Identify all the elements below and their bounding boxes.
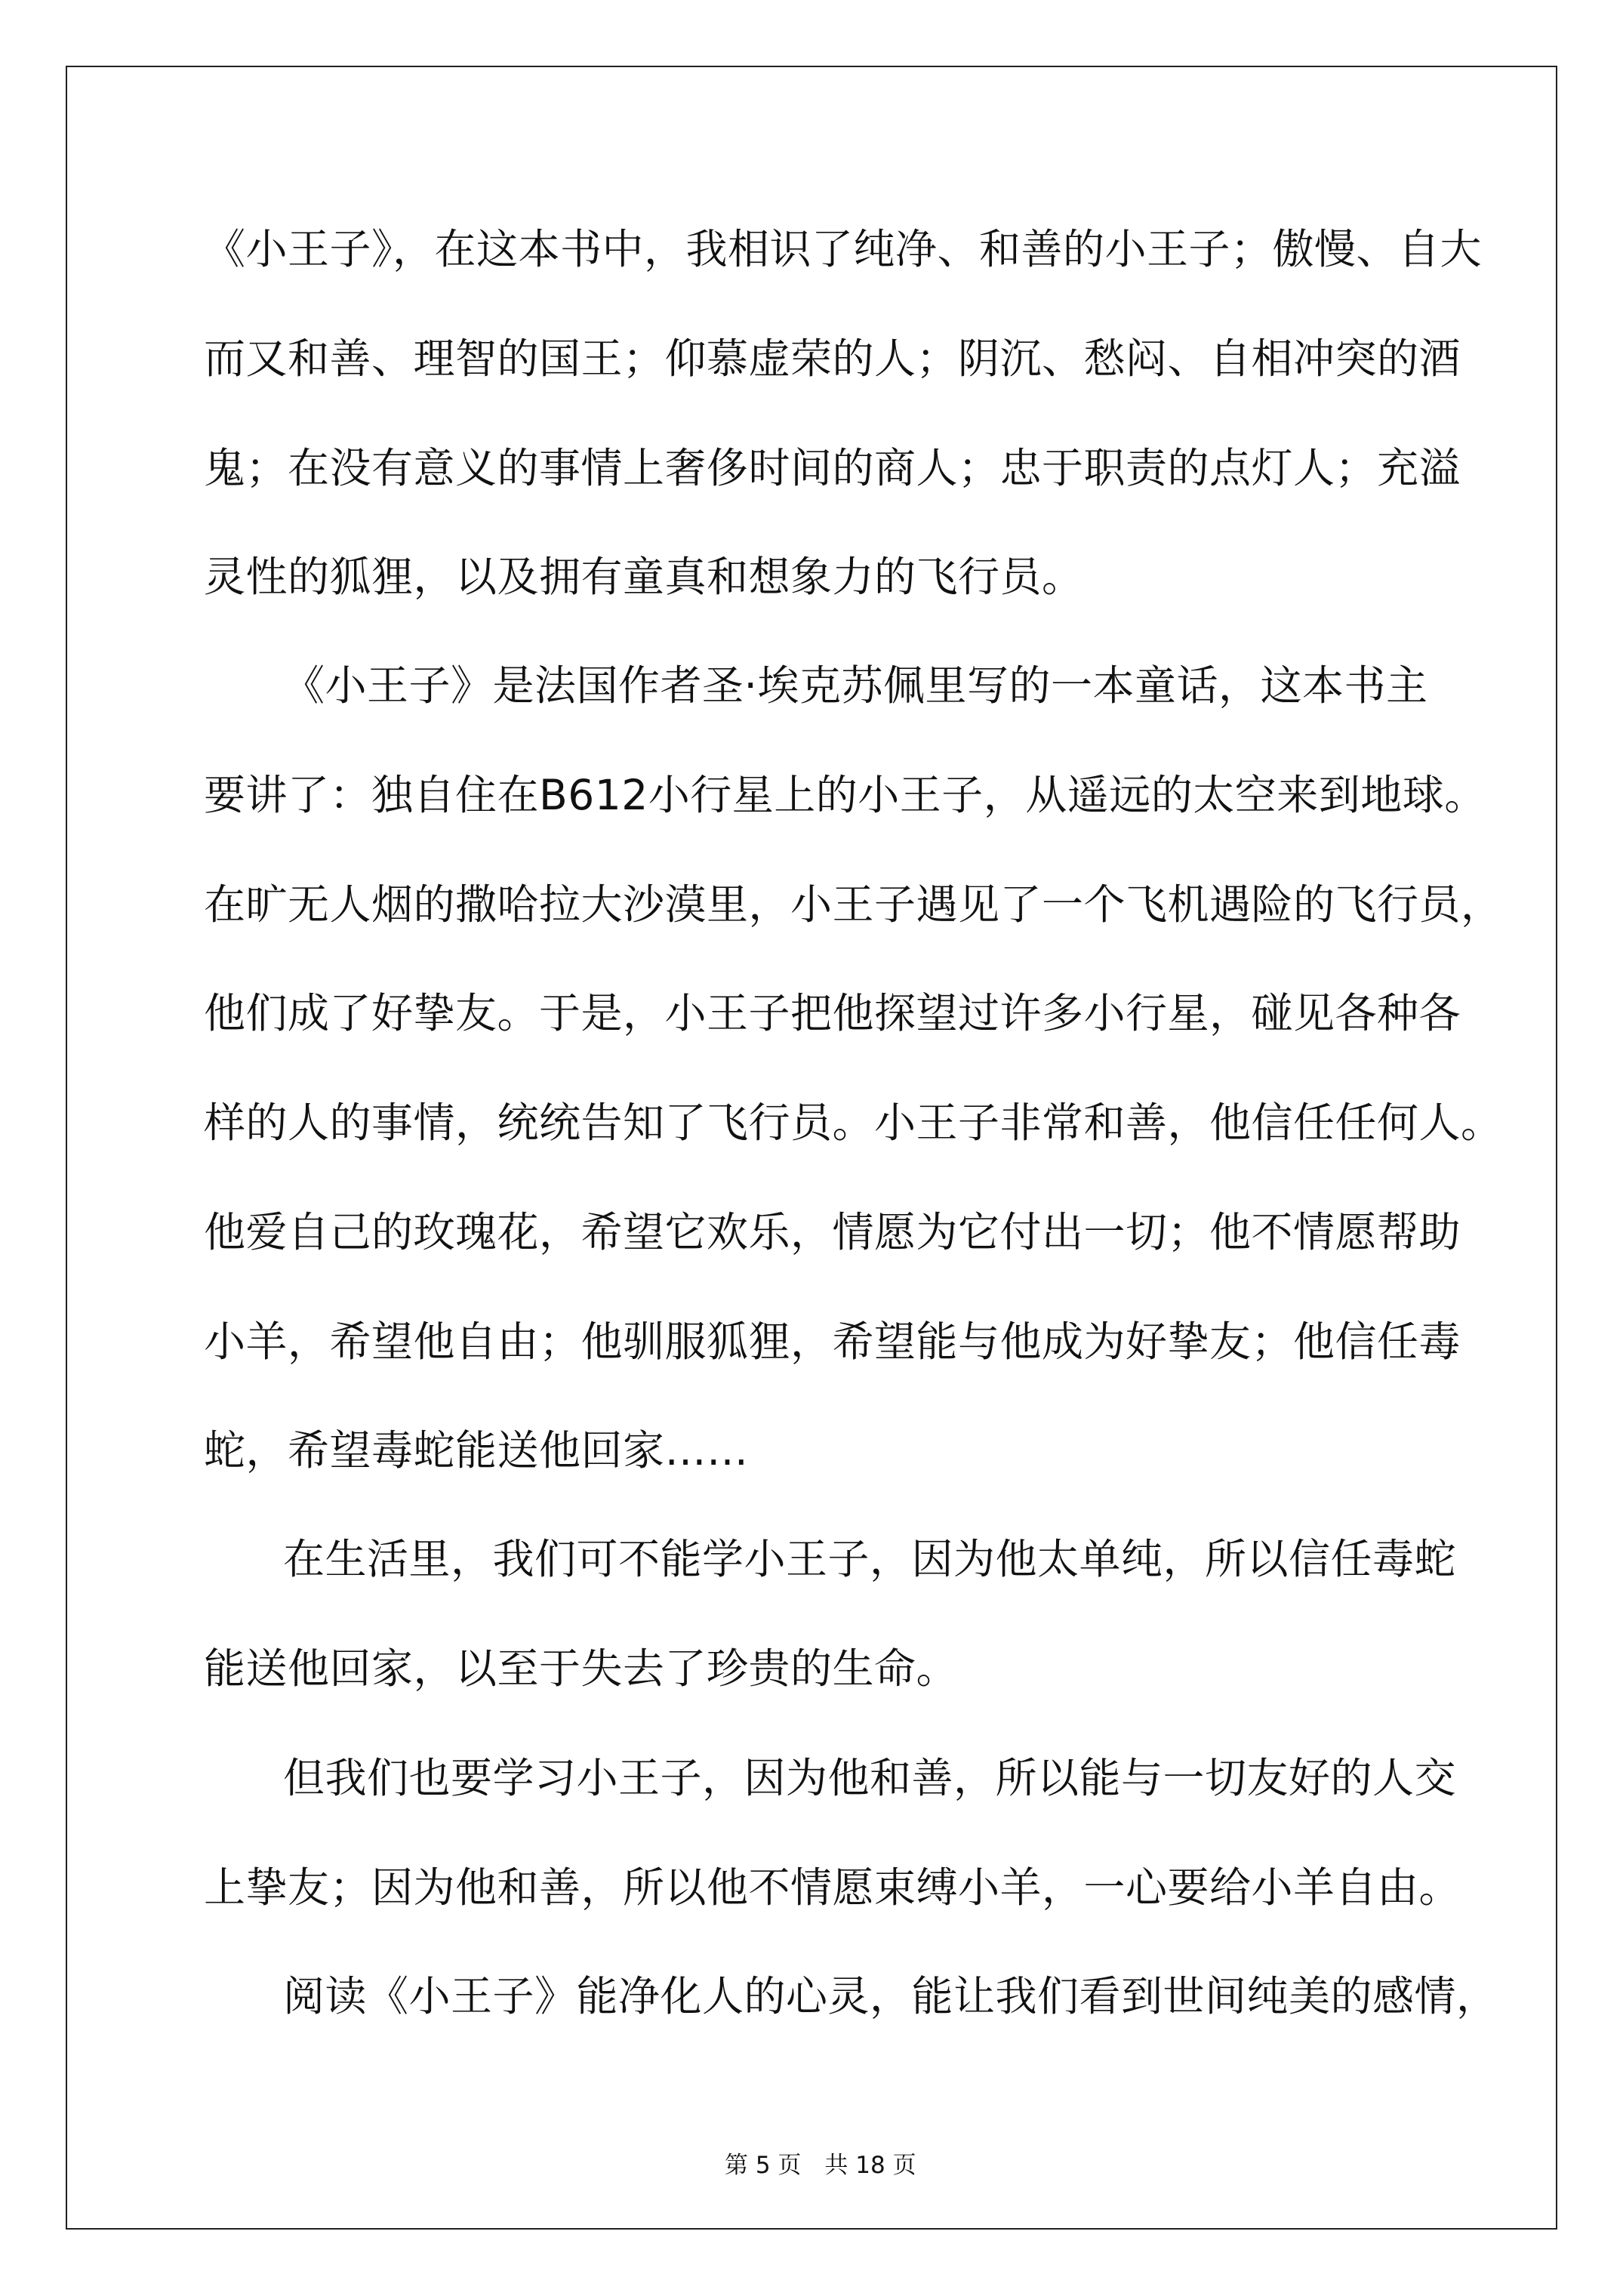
text-line: 《小王子》，在这本书中，我相识了纯净、和善的小王子；傲慢、自大 <box>204 225 1483 273</box>
text-line: 在生活里，我们可不能学小王子，因为他太单纯，所以信任毒蛇 <box>283 1535 1457 1583</box>
text-line: 蛇，希望毒蛇能送他回家…… <box>204 1426 749 1475</box>
text-line: 要讲了：独自住在B612小行星上的小王子，从遥远的太空来到地球。 <box>204 771 1486 819</box>
text-line: 在旷无人烟的撒哈拉大沙漠里，小王子遇见了一个飞机遇险的飞行员， <box>204 880 1503 929</box>
text-line: 他爱自己的玫瑰花，希望它欢乐，情愿为它付出一切；他不情愿帮助 <box>204 1208 1461 1256</box>
text-line: 上挚友；因为他和善，所以他不情愿束缚小羊，一心要给小羊自由。 <box>204 1863 1461 1912</box>
page-footer: 第 5 页 共 18 页 <box>725 2152 916 2179</box>
text-line: 鬼；在没有意义的事情上奢侈时间的商人；忠于职责的点灯人；充溢 <box>204 444 1461 492</box>
text-line: 小羊，希望他自由；他驯服狐狸，希望能与他成为好挚友；他信任毒 <box>204 1318 1461 1366</box>
text-line: 但我们也要学习小王子，因为他和善，所以能与一切友好的人交 <box>283 1754 1457 1802</box>
text-line: 样的人的事情，统统告知了飞行员。小王子非常和善，他信任任何人。 <box>204 1099 1503 1147</box>
text-line: 灵性的狐狸，以及拥有童真和想象力的飞行员。 <box>204 553 1084 601</box>
text-line: 而又和善、理智的国王；仰慕虚荣的人；阴沉、愁闷、自相冲突的酒 <box>204 334 1461 383</box>
text-line: 他们成了好挚友。于是，小王子把他探望过许多小行星，碰见各种各 <box>204 989 1461 1037</box>
text-line: 能送他回家，以至于失去了珍贵的生命。 <box>204 1644 959 1693</box>
text-line: 《小王子》是法国作者圣·埃克苏佩里写的一本童话，这本书主 <box>283 661 1428 710</box>
text-line: 阅读《小王子》能净化人的心灵，能让我们看到世间纯美的感情， <box>283 1972 1498 2020</box>
